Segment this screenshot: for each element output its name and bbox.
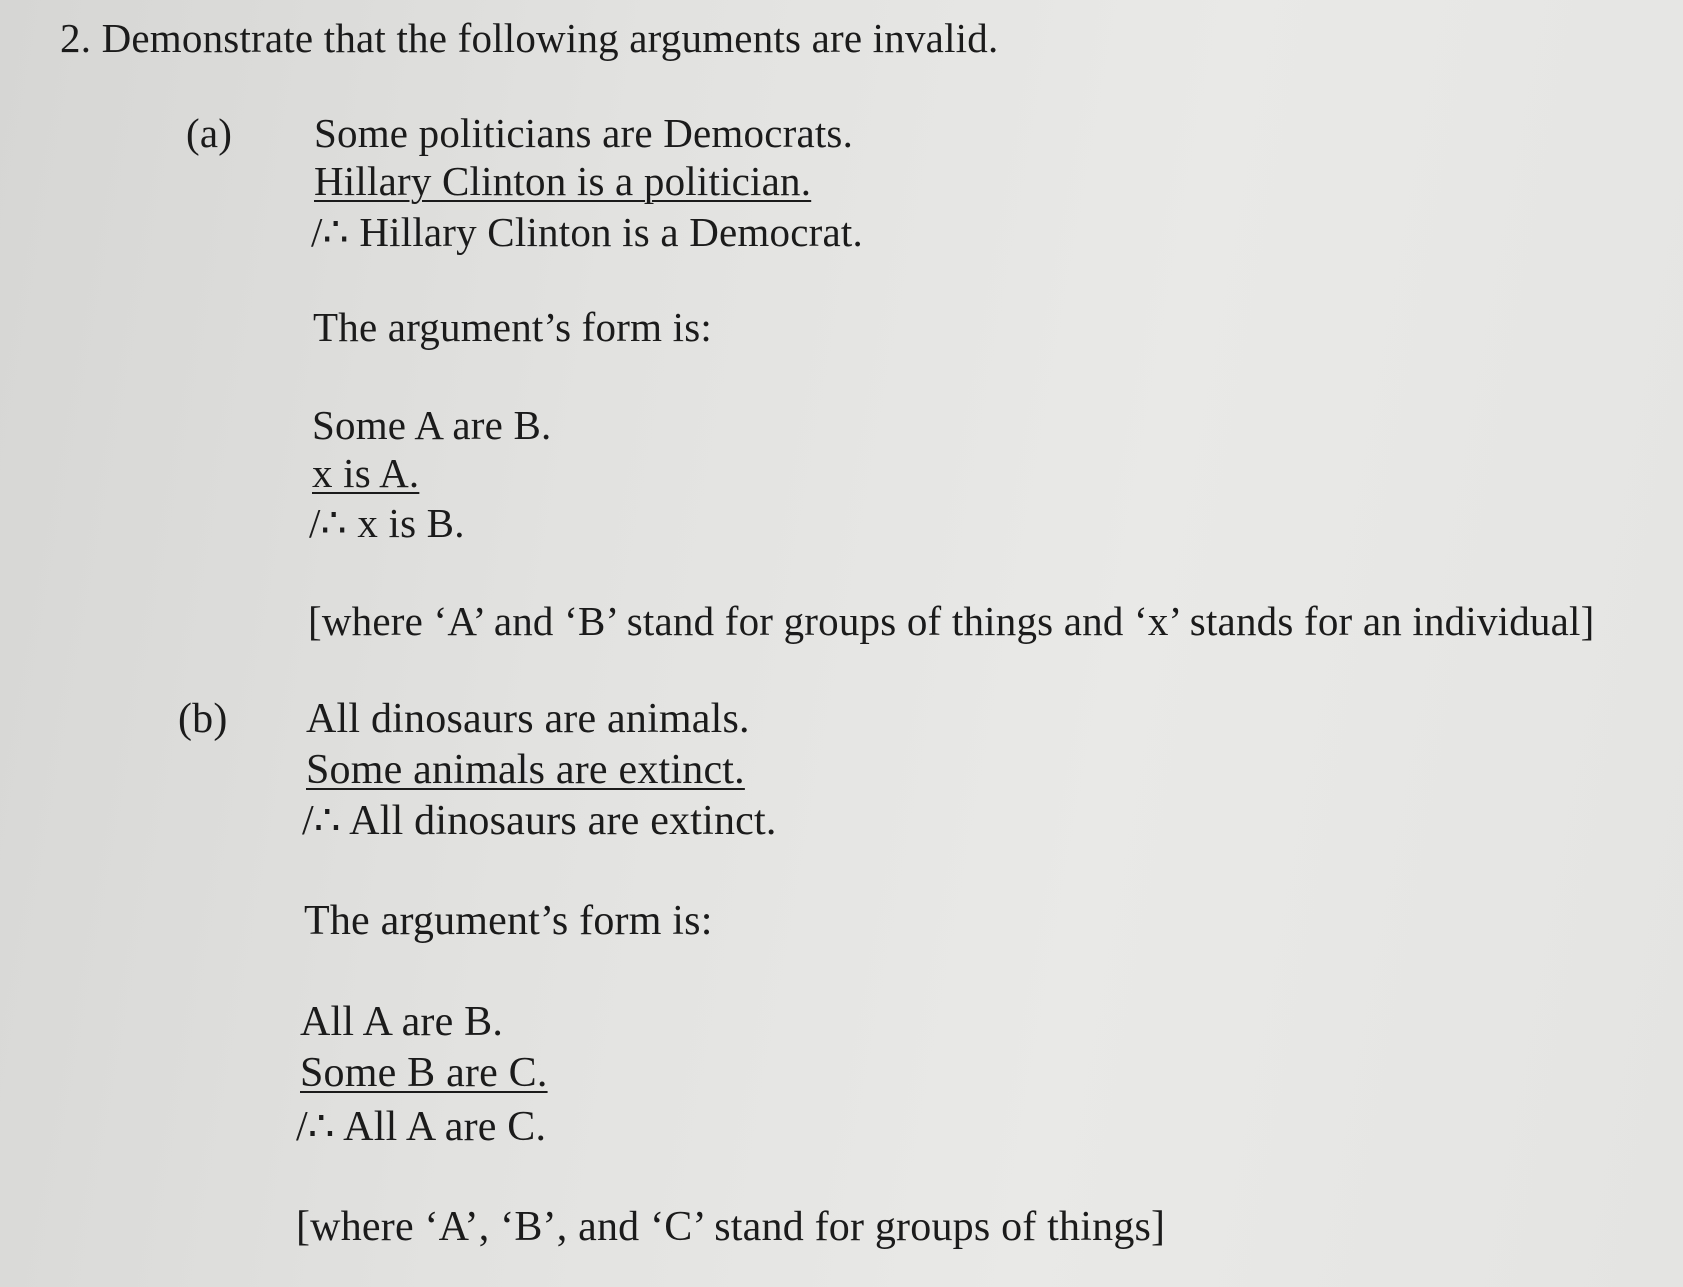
part-a-form-premise-1: Some A are B. xyxy=(312,402,552,448)
part-a-premise-1: Some politicians are Democrats. xyxy=(314,110,854,156)
part-a-form-conclusion: /∴ x is B. xyxy=(309,500,465,546)
part-b-note: [where ‘A’, ‘B’, and ‘C’ stand for groups of things] xyxy=(296,1204,1166,1250)
part-b-premise-2: Some animals are extinct. xyxy=(306,747,745,793)
part-b-form-intro: The argument’s form is: xyxy=(304,898,713,944)
part-a-conclusion: /∴ Hillary Clinton is a Democrat. xyxy=(311,209,863,255)
part-b-conclusion: /∴ All dinosaurs are extinct. xyxy=(302,798,777,844)
part-b-form-premise-1: All A are B. xyxy=(300,999,504,1045)
part-a-label: (a) xyxy=(186,110,233,156)
part-b-form-conclusion: /∴ All A are C. xyxy=(296,1104,547,1150)
part-a-form-intro: The argument’s form is: xyxy=(313,304,712,350)
part-a-form-premise-2: x is A. xyxy=(312,450,420,496)
part-a-note: [where ‘A’ and ‘B’ stand for groups of things and ‘x’ stands for an individual] xyxy=(308,598,1595,644)
part-b-label: (b) xyxy=(178,696,228,742)
part-a-premise-2: Hillary Clinton is a politician. xyxy=(314,158,812,204)
question-heading: 2. Demonstrate that the following arguments are invalid. xyxy=(60,15,999,61)
part-b-premise-1: All dinosaurs are animals. xyxy=(306,696,750,742)
part-b-form-premise-2: Some B are C. xyxy=(300,1050,548,1096)
